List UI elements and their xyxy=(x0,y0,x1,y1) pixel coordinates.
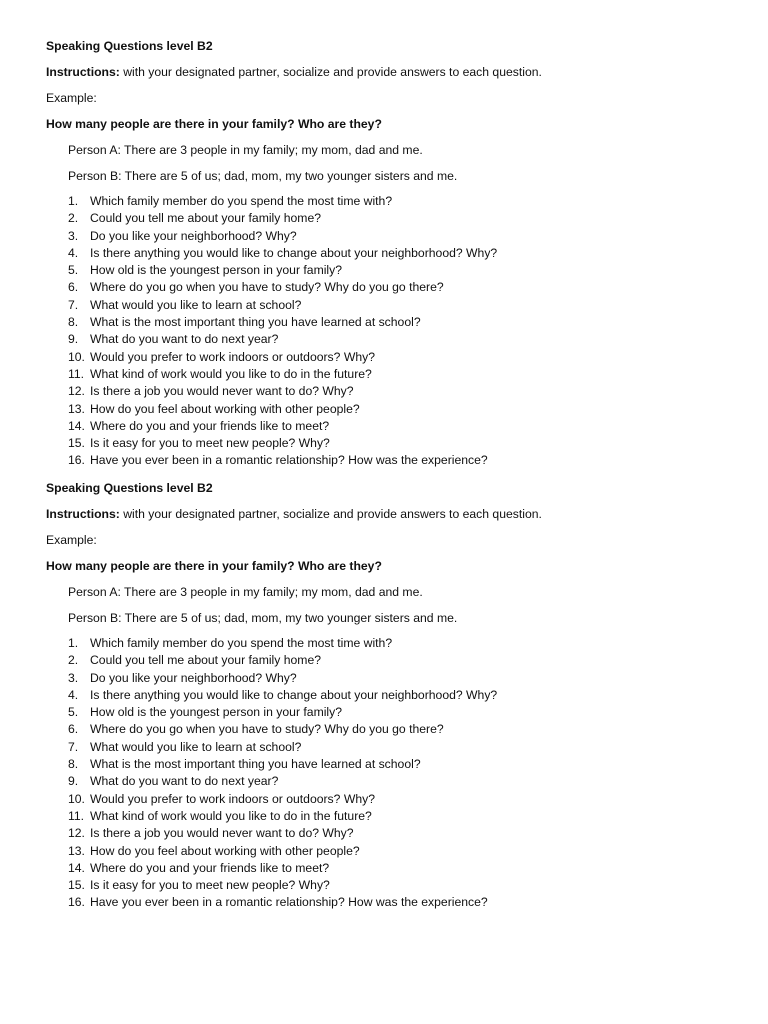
question-text: Is there anything you would like to change about your neighborhood? Why? xyxy=(90,245,498,260)
question-item xyxy=(46,687,726,704)
question-item xyxy=(46,635,726,652)
example-question: How many people are there in your family? Who are they? xyxy=(46,559,382,573)
question-item xyxy=(46,721,726,738)
person-a-answer: Person A: There are 3 people in my family; my mom, dad and me. xyxy=(68,143,423,157)
instructions-line xyxy=(46,64,726,81)
question-number: 10. xyxy=(68,349,85,364)
question-item xyxy=(46,418,726,435)
question-number: 9. xyxy=(68,332,79,347)
question-item xyxy=(46,825,726,842)
question-number: 8. xyxy=(68,315,79,330)
question-text: How old is the youngest person in your family? xyxy=(90,263,343,278)
question-text: Have you ever been in a romantic relationship? How was the experience? xyxy=(90,895,488,910)
question-number: 14. xyxy=(68,418,85,433)
question-item xyxy=(46,756,726,773)
question-number: 5. xyxy=(68,705,79,720)
question-number: 6. xyxy=(68,722,79,737)
worksheet-title: Speaking Questions level B2 xyxy=(46,481,213,495)
question-number: 6. xyxy=(68,280,79,295)
question-item xyxy=(46,773,726,790)
question-text: Is there anything you would like to change about your neighborhood? Why? xyxy=(90,687,498,702)
question-item xyxy=(46,435,726,452)
question-number: 16. xyxy=(68,453,85,468)
question-text: What is the most important thing you have learned at school? xyxy=(90,757,421,772)
question-text: Which family member do you spend the most time with? xyxy=(90,194,393,208)
worksheet-title: Speaking Questions level B2 xyxy=(46,39,213,53)
question-number: 13. xyxy=(68,843,85,858)
person-b-answer: Person B: There are 5 of us; dad, mom, my two younger sisters and me. xyxy=(68,611,458,625)
question-text: What do you want to do next year? xyxy=(90,332,279,347)
worksheet-section-2 xyxy=(46,480,726,912)
example-label: Example: xyxy=(46,533,97,547)
instructions-label: Instructions: xyxy=(46,65,120,79)
question-number: 12. xyxy=(68,384,85,399)
question-text: Is there a job you would never want to do? Why? xyxy=(90,826,354,841)
question-number: 11. xyxy=(68,366,85,381)
question-text: Is there a job you would never want to do? Why? xyxy=(90,384,354,399)
question-item xyxy=(46,452,726,469)
question-text: Do you like your neighborhood? Why? xyxy=(90,670,297,685)
question-item xyxy=(46,193,726,210)
person-b-answer: Person B: There are 5 of us; dad, mom, my two younger sisters and me. xyxy=(68,169,458,183)
question-item xyxy=(46,791,726,808)
question-text: Have you ever been in a romantic relationship? How was the experience? xyxy=(90,453,488,468)
question-text: Where do you go when you have to study? Why do you go there? xyxy=(90,722,444,737)
worksheet-section-1 xyxy=(46,38,726,470)
question-number: 1. xyxy=(68,636,79,650)
question-item xyxy=(46,383,726,400)
question-number: 4. xyxy=(68,245,79,260)
question-text: Could you tell me about your family home? xyxy=(90,653,322,668)
question-list xyxy=(46,635,726,912)
question-text: Is it easy for you to meet new people? Why? xyxy=(90,436,330,451)
question-item xyxy=(46,262,726,279)
instructions-text: with your designated partner, socialize and provide answers to each question. xyxy=(119,507,542,521)
question-number: 10. xyxy=(68,791,85,806)
question-list xyxy=(46,193,726,470)
question-item xyxy=(46,704,726,721)
question-text: What is the most important thing you have learned at school? xyxy=(90,315,421,330)
question-number: 2. xyxy=(68,653,79,668)
question-number: 15. xyxy=(68,436,85,451)
instructions-text: with your designated partner, socialize and provide answers to each question. xyxy=(119,65,542,79)
question-item xyxy=(46,877,726,894)
question-text: How do you feel about working with other people? xyxy=(90,843,360,858)
question-number: 11. xyxy=(68,808,85,823)
question-number: 8. xyxy=(68,757,79,772)
question-text: Would you prefer to work indoors or outdoors? Why? xyxy=(90,791,375,806)
question-number: 12. xyxy=(68,826,85,841)
person-a-answer: Person A: There are 3 people in my family; my mom, dad and me. xyxy=(68,585,423,599)
question-number: 7. xyxy=(68,739,79,754)
question-number: 3. xyxy=(68,670,79,685)
question-text: Could you tell me about your family home? xyxy=(90,211,322,226)
question-item xyxy=(46,670,726,687)
question-text: Where do you and your friends like to meet? xyxy=(90,418,330,433)
question-text: Is it easy for you to meet new people? Why? xyxy=(90,878,330,893)
question-text: How old is the youngest person in your family? xyxy=(90,705,343,720)
question-item xyxy=(46,652,726,669)
question-item xyxy=(46,739,726,756)
instructions-line xyxy=(46,506,726,523)
question-number: 5. xyxy=(68,263,79,278)
question-number: 2. xyxy=(68,211,79,226)
question-text: Which family member do you spend the most time with? xyxy=(90,636,393,650)
question-number: 4. xyxy=(68,687,79,702)
question-item xyxy=(46,808,726,825)
question-number: 13. xyxy=(68,401,85,416)
question-item xyxy=(46,314,726,331)
question-number: 9. xyxy=(68,774,79,789)
question-item xyxy=(46,279,726,296)
question-text: What do you want to do next year? xyxy=(90,774,279,789)
question-item xyxy=(46,228,726,245)
question-text: What kind of work would you like to do in the future? xyxy=(90,366,372,381)
question-text: What kind of work would you like to do in the future? xyxy=(90,808,372,823)
question-item xyxy=(46,210,726,227)
question-text: What would you like to learn at school? xyxy=(90,297,302,312)
example-question: How many people are there in your family? Who are they? xyxy=(46,117,382,131)
question-item xyxy=(46,349,726,366)
question-item xyxy=(46,331,726,348)
question-number: 16. xyxy=(68,895,85,910)
question-number: 7. xyxy=(68,297,79,312)
example-label: Example: xyxy=(46,91,97,105)
question-item xyxy=(46,297,726,314)
question-item xyxy=(46,366,726,383)
question-item xyxy=(46,401,726,418)
question-text: Would you prefer to work indoors or outdoors? Why? xyxy=(90,349,375,364)
instructions-label: Instructions: xyxy=(46,507,120,521)
question-item xyxy=(46,245,726,262)
question-item xyxy=(46,843,726,860)
question-number: 15. xyxy=(68,878,85,893)
question-item xyxy=(46,860,726,877)
question-number: 1. xyxy=(68,194,79,208)
question-text: How do you feel about working with other people? xyxy=(90,401,360,416)
question-text: Where do you go when you have to study? Why do you go there? xyxy=(90,280,444,295)
question-text: What would you like to learn at school? xyxy=(90,739,302,754)
question-number: 3. xyxy=(68,228,79,243)
question-text: Do you like your neighborhood? Why? xyxy=(90,228,297,243)
question-text: Where do you and your friends like to meet? xyxy=(90,860,330,875)
question-number: 14. xyxy=(68,860,85,875)
question-item xyxy=(46,894,726,911)
